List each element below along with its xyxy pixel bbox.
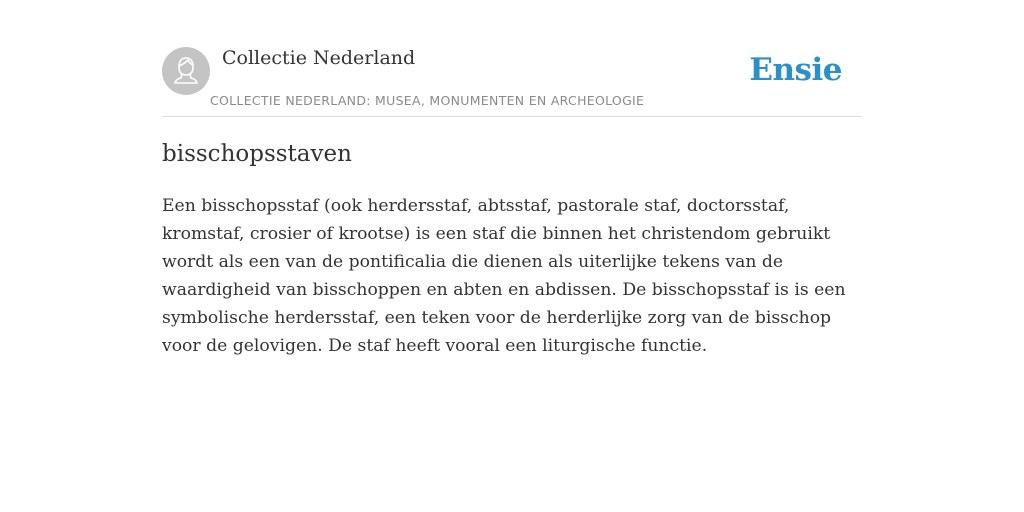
author-subtitle: COLLECTIE NEDERLAND: MUSEA, MONUMENTEN EN ARCHEOLOGIE — [210, 93, 645, 108]
header — [162, 44, 862, 117]
brand-logo-link[interactable]: Ensie — [749, 52, 842, 88]
author-name-link[interactable]: Collectie Nederland — [222, 47, 416, 69]
article-body: Een bisschopsstaf (ook herdersstaf, abtsstaf, pastorale staf, doctorsstaf, kromstaf, crosier of krootse) is een staf die binnen het christendom gebruikt wordt als een van de pontificalia die dienen als uiterlijke tekens van de waardigheid van bisschoppen en abten en abdissen. De bisschopsstaf is is een symbolische herdersstaf, een teken voor de herderlijke zorg van de bisschop voor de gelovigen. De staf heeft vooral een liturgische functie. — [162, 196, 846, 356]
avatar[interactable] — [162, 47, 210, 95]
page-title: bisschopsstaven — [162, 141, 352, 167]
user-placeholder-icon — [162, 47, 210, 95]
